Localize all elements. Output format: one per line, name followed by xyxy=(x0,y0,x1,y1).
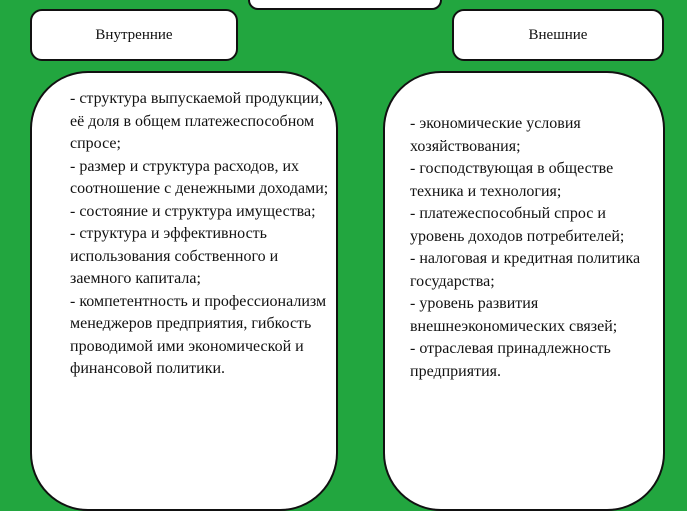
external-factor-item: - экономические условия хозяйствования; xyxy=(410,115,581,155)
internal-factors-list xyxy=(70,88,332,381)
external-factor-item: - господствующая в обществе техника и технология; xyxy=(410,160,614,200)
external-factors-list xyxy=(410,113,660,383)
internal-factor-item: - состояние и структура имущества; xyxy=(70,202,316,220)
external-factor-item: - отраслевая принадлежность предприятия. xyxy=(410,340,611,380)
internal-factor-item: - структура и эффективность использования собственного и заемного капитала; xyxy=(70,225,279,287)
external-factor-item: - платежеспособный спрос и уровень доходов потребителей; xyxy=(410,205,625,245)
internal-factor-item: - структура выпускаемой продукции, её доля в общем платежеспособном спросе; xyxy=(70,90,323,152)
top-connector-box xyxy=(248,0,442,10)
internal-factors-title: Внутренние xyxy=(95,26,173,43)
internal-factor-item: - размер и структура расходов, их соотношение с денежными доходами; xyxy=(70,157,329,197)
external-factor-item: - налоговая и кредитная политика государства; xyxy=(410,250,641,290)
internal-factors-header xyxy=(30,9,238,61)
external-factors-header xyxy=(452,9,664,61)
external-factors-title: Внешние xyxy=(528,26,588,43)
internal-factor-item: - компетентность и профессионализм менеджеров предприятия, гибкость проводимой ими экономической и финансовой политики. xyxy=(70,292,327,377)
external-factor-item: - уровень развития внешнеэкономических связей; xyxy=(410,295,618,335)
